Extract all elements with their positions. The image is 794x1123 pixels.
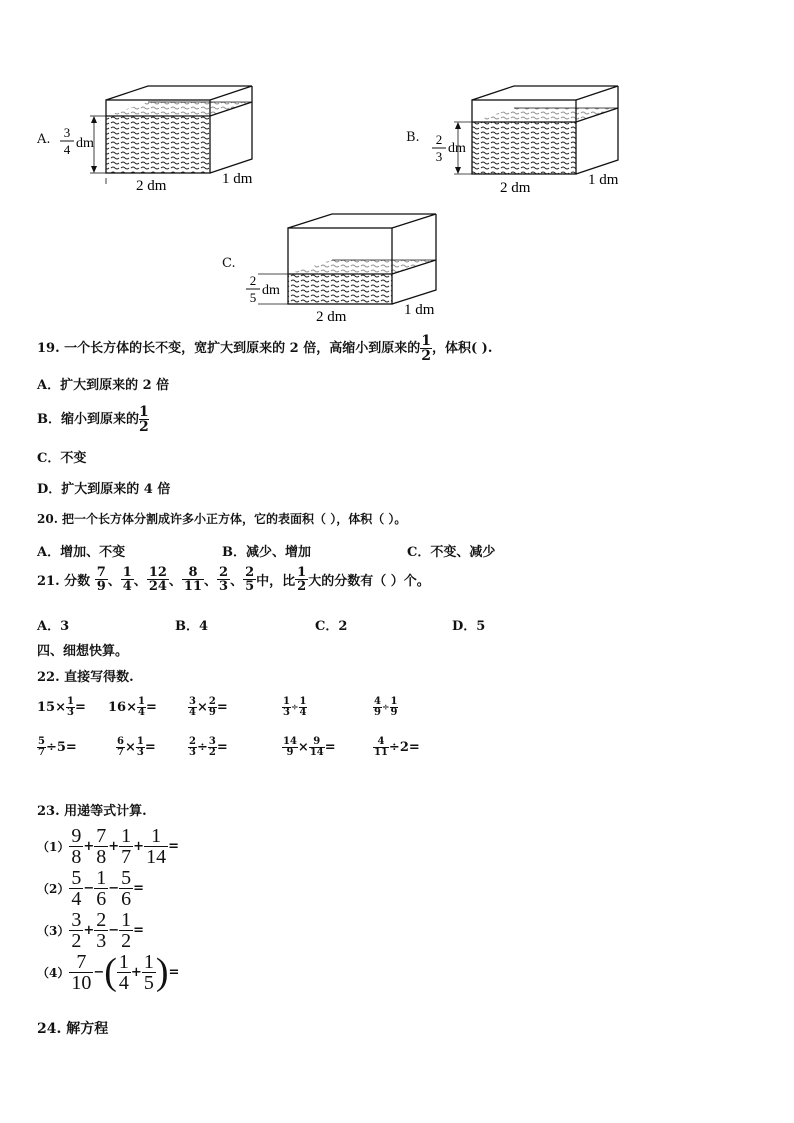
q19-option-b[interactable]	[37, 405, 149, 434]
q21-frac-4: $\frac{8}{11}$	[183, 565, 203, 594]
q22-r1-e1: 15× $\frac{1}{3}$ =	[37, 696, 86, 718]
q24-title: 24. 解方程	[37, 1021, 109, 1037]
figure-a-label: A.	[37, 132, 51, 147]
q22-r1-e2: 16× $\frac{1}{4}$ =	[108, 696, 157, 718]
q21-sep: 、	[168, 574, 182, 589]
height-num-c: 2	[249, 273, 257, 288]
q21-option-d[interactable]: D．5	[452, 619, 486, 634]
q19-frac-num: 1	[421, 333, 431, 349]
q20-stem: 20. 把一个长方体分割成许多小正方体，它的表面积（ ），体积（ ）。	[37, 512, 407, 526]
q19-stem	[37, 334, 492, 363]
q21-option-a[interactable]: A．3	[37, 619, 70, 634]
q21-sep: 、	[107, 574, 121, 589]
height-num-a: 3	[63, 125, 71, 140]
q21-frac-2: $\frac{1}{4}$	[122, 565, 132, 594]
q20-option-b[interactable]: B．减少、增加	[222, 545, 311, 560]
q21-frac-5: $\frac{2}{3}$	[219, 565, 229, 594]
q22-r1-e5: $\frac{4}{9}$ ÷ $\frac{1}{9}$	[374, 696, 398, 718]
q22-r2-e1: $\frac{5}{7}$ ÷5=	[38, 736, 77, 758]
q22-r2-e5: $\frac{4}{11}$ ÷2=	[374, 736, 420, 758]
q20-option-c[interactable]: C．不变、减少	[407, 545, 496, 560]
q22-r1-e3: $\frac{3}{4}$ × $\frac{2}{9}$ =	[189, 696, 228, 718]
width-label-c: 1 dm	[404, 302, 435, 318]
height-den-b: 3	[435, 149, 443, 164]
height-unit-a: dm	[76, 136, 94, 151]
height-num-b: 2	[435, 132, 443, 147]
q22-stem: 22. 直接写得数.	[37, 670, 134, 685]
q21-frac-6: $\frac{2}{5}$	[245, 565, 255, 594]
q19-stem-post: ，体积( ).	[432, 341, 493, 356]
q19-option-b-num: 1	[139, 404, 149, 420]
length-label-c: 2 dm	[316, 309, 347, 325]
width-label-a: 1 dm	[222, 171, 253, 187]
q21-stem-post: 大的分数有（ ）个。	[308, 574, 430, 589]
q19-option-b-text: B．缩小到原来的	[37, 412, 139, 427]
q21-frac-1: $\frac{7}{9}$	[96, 565, 106, 594]
q21-sep: 、	[230, 574, 244, 589]
q22-r1-e4: $\frac{1}{3}$ ÷ $\frac{1}{4}$	[283, 696, 307, 718]
height-unit-b: dm	[448, 141, 466, 156]
q20-option-a[interactable]: A．增加、不变	[37, 545, 126, 560]
q23-stem: 23. 用递等式计算.	[37, 804, 147, 819]
height-unit-c: dm	[262, 283, 280, 298]
q19-frac-den: 2	[421, 348, 431, 364]
q23-part-3: （3） $\frac{3}{2}$ + $\frac{2}{3}$ − $\frac{1}{2}$ =	[37, 909, 145, 952]
q21-compare-frac: $\frac{1}{2}$	[297, 565, 307, 594]
q21-frac-3: $\frac{12}{24}$	[148, 565, 167, 594]
q21-option-b[interactable]: B．4	[175, 619, 209, 634]
q22-r2-e4: $\frac{14}{9}$ × $\frac{9}{14}$ =	[283, 736, 336, 758]
q21-sep: 、	[133, 574, 147, 589]
q19-option-c[interactable]: C．不变	[37, 451, 87, 466]
q19-option-b-den: 2	[139, 419, 149, 435]
length-label-b: 2 dm	[500, 180, 531, 196]
q23-part-1: （1） $\frac{9}{8}$ + $\frac{7}{8}$ + $\frac{1}{7}$ + $\frac{1}{14}$ =	[37, 825, 179, 868]
q19-stem-pre: 19. 一个长方体的长不变，宽扩大到原来的 2 倍，高缩小到原来的	[37, 341, 421, 356]
q19-option-a[interactable]: A．扩大到原来的 2 倍	[37, 378, 170, 393]
length-label-a: 2 dm	[136, 178, 167, 194]
q21-sep: 、	[204, 574, 218, 589]
q19-option-d[interactable]: D．扩大到原来的 4 倍	[37, 482, 171, 497]
q21-mid: 中，比	[256, 574, 296, 589]
figure-b-label: B.	[406, 130, 420, 145]
section-title-4: 四、细想快算。	[37, 644, 129, 659]
width-label-b: 1 dm	[588, 172, 619, 188]
q22-r2-e2: $\frac{6}{7}$ × $\frac{1}{3}$ =	[117, 736, 156, 758]
height-den-a: 4	[63, 142, 71, 157]
q23-part-4: （4） $\frac{7}{10}$ −( $\frac{1}{4}$ + $\frac{1}{5}$ )=	[37, 950, 180, 994]
height-den-c: 5	[249, 290, 257, 305]
q21-option-c[interactable]: C．2	[315, 619, 348, 634]
tank-figure-c	[240, 208, 480, 326]
tank-figure-a	[30, 80, 270, 200]
figure-c-label: C.	[222, 256, 236, 271]
q22-r2-e3: $\frac{2}{3}$ ÷ $\frac{3}{2}$ =	[189, 736, 228, 758]
q21-stem	[37, 566, 430, 593]
q21-stem-pre: 21. 分数	[37, 574, 91, 589]
q23-part-2: （2） $\frac{5}{4}$ − $\frac{1}{6}$ − $\frac{5}{6}$ =	[37, 867, 145, 910]
tank-figure-b	[410, 80, 650, 200]
